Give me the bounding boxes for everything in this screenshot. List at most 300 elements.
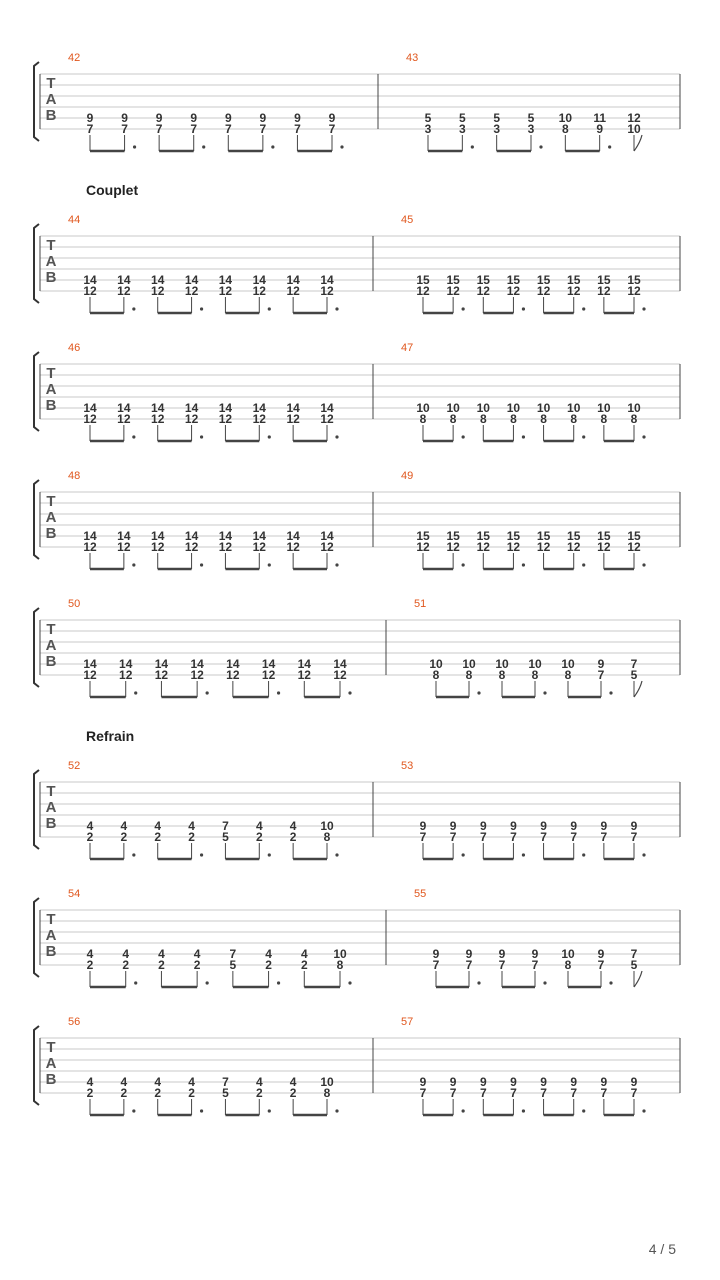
fret-number: 2: [289, 830, 297, 844]
fret-number: 14: [286, 529, 300, 543]
dot: [477, 981, 480, 984]
system-bracket: [34, 224, 39, 303]
dot: [268, 435, 271, 438]
fret-number: 12: [261, 668, 276, 682]
fret-number: 10: [462, 657, 476, 671]
fret-number: 12: [117, 284, 131, 298]
fret-number: 7: [510, 830, 517, 844]
fret-number: 12: [597, 284, 611, 298]
fret-number: 10: [561, 657, 575, 671]
fret-number: 8: [465, 668, 473, 682]
fret-number: 15: [446, 529, 460, 543]
fret-number: 2: [265, 958, 272, 972]
fret-number: 12: [184, 540, 199, 554]
system-bracket: [34, 608, 39, 687]
fret-number: 7: [155, 122, 163, 136]
measure-number: 51: [414, 598, 427, 610]
tab-clef-letter: B: [45, 815, 57, 832]
fret-number: 12: [333, 668, 347, 682]
dot: [522, 563, 525, 566]
fret-number: 10: [558, 111, 573, 125]
dot: [271, 145, 274, 148]
fret-number: 8: [432, 668, 440, 682]
fret-number: 14: [83, 273, 97, 287]
fret-number: 12: [252, 412, 266, 426]
fret-number: 7: [432, 958, 440, 972]
fret-number: 14: [218, 529, 233, 543]
fret-number: 12: [320, 540, 334, 554]
fret-number: 9: [597, 947, 605, 961]
fret-number: 10: [627, 401, 641, 415]
measure-number: 54: [68, 888, 81, 900]
fret-number: 10: [561, 947, 575, 961]
fret-number: 7: [600, 830, 608, 844]
fret-number: 12: [117, 412, 131, 426]
measure-number: 48: [68, 470, 81, 482]
fret-number: 15: [627, 273, 641, 287]
section-label-couplet: Couplet: [86, 182, 139, 198]
dot: [609, 981, 612, 984]
tab-clef-letter: T: [46, 75, 56, 92]
fret-number: 7: [419, 1086, 427, 1100]
fret-number: 8: [564, 668, 572, 682]
fret-number: 5: [527, 111, 535, 125]
fret-number: 7: [465, 958, 473, 972]
fret-number: 8: [449, 412, 457, 426]
fret-number: 9: [224, 111, 232, 125]
fret-number: 14: [286, 401, 300, 415]
tab-clef-letter: T: [46, 621, 56, 638]
tab-clef-letter: B: [45, 397, 57, 414]
fret-number: 14: [184, 401, 199, 415]
fret-number: 7: [121, 122, 128, 136]
fret-number: 11: [593, 111, 607, 125]
fret-number: 12: [83, 540, 97, 554]
fret-number: 8: [630, 412, 638, 426]
fret-number: 3: [458, 122, 466, 136]
fret-number: 10: [320, 819, 334, 833]
fret-number: 14: [320, 273, 334, 287]
dot: [348, 691, 351, 694]
fret-number: 12: [536, 284, 551, 298]
dot: [462, 435, 465, 438]
tab-clef-letter: A: [45, 509, 57, 526]
fret-number: 12: [286, 412, 300, 426]
tab-clef-letter: T: [46, 365, 56, 382]
dot: [335, 307, 338, 310]
fret-number: 7: [449, 1086, 457, 1100]
fret-number: 5: [630, 958, 638, 972]
note-flag: [634, 971, 642, 987]
dot: [268, 307, 271, 310]
fret-number: 12: [151, 412, 165, 426]
fret-number: 7: [600, 1086, 608, 1100]
dot: [462, 853, 465, 856]
fret-number: 12: [297, 668, 311, 682]
fret-number: 12: [190, 668, 204, 682]
fret-number: 12: [567, 284, 581, 298]
fret-number: 14: [226, 657, 240, 671]
fret-number: 9: [259, 111, 267, 125]
fret-number: 7: [570, 830, 578, 844]
fret-number: 12: [476, 540, 490, 554]
fret-number: 2: [122, 958, 130, 972]
fret-number: 7: [224, 122, 232, 136]
fret-number: 8: [510, 412, 517, 426]
fret-number: 2: [86, 958, 94, 972]
dot: [132, 563, 135, 566]
fret-number: 7: [540, 830, 547, 844]
fret-number: 14: [83, 657, 97, 671]
fret-number: 5: [424, 111, 432, 125]
fret-number: 7: [498, 958, 506, 972]
fret-number: 4: [265, 947, 272, 961]
fret-number: 7: [570, 1086, 578, 1100]
measure-number: 52: [68, 760, 81, 772]
fret-number: 14: [151, 529, 165, 543]
fret-number: 9: [479, 819, 487, 833]
fret-number: 14: [297, 657, 311, 671]
fret-number: 9: [540, 1075, 547, 1089]
tab-system: [34, 342, 680, 441]
measure-number: 42: [68, 52, 81, 64]
tab-clef-letter: B: [45, 653, 57, 670]
fret-number: 7: [328, 122, 336, 136]
dot: [335, 435, 338, 438]
fret-number: 14: [286, 273, 300, 287]
fret-number: 7: [540, 1086, 547, 1100]
fret-number: 7: [479, 830, 487, 844]
tab-clef-letter: T: [46, 493, 56, 510]
fret-number: 12: [83, 412, 97, 426]
fret-number: 8: [336, 958, 344, 972]
fret-number: 10: [495, 657, 509, 671]
fret-number: 2: [300, 958, 308, 972]
dot: [608, 145, 611, 148]
dot: [642, 1109, 645, 1112]
dot: [543, 691, 546, 694]
fret-number: 2: [289, 1086, 297, 1100]
fret-number: 9: [465, 947, 473, 961]
fret-number: 9: [479, 1075, 487, 1089]
fret-number: 10: [333, 947, 347, 961]
tab-system: [34, 1016, 680, 1115]
fret-number: 12: [627, 284, 641, 298]
fret-number: 8: [564, 958, 572, 972]
dot: [134, 691, 137, 694]
fret-number: 4: [154, 819, 162, 833]
fret-number: 7: [449, 830, 457, 844]
fret-number: 14: [252, 273, 266, 287]
fret-number: 9: [600, 819, 608, 833]
dot: [206, 981, 209, 984]
dot: [522, 853, 525, 856]
fret-number: 12: [597, 540, 611, 554]
fret-number: 12: [117, 540, 131, 554]
fret-number: 10: [627, 122, 641, 136]
tab-clef-letter: A: [45, 927, 57, 944]
measure-number: 57: [401, 1016, 414, 1028]
fret-number: 4: [255, 819, 263, 833]
dot: [335, 563, 338, 566]
measure-number: 43: [406, 52, 419, 64]
fret-number: 14: [218, 401, 233, 415]
fret-number: 12: [286, 540, 300, 554]
dot: [134, 981, 137, 984]
fret-number: 5: [229, 958, 237, 972]
fret-number: 12: [218, 540, 233, 554]
dot: [522, 307, 525, 310]
fret-number: 4: [120, 1075, 128, 1089]
measure-number: 50: [68, 598, 81, 610]
tab-clef-letter: A: [45, 91, 57, 108]
dot: [609, 691, 612, 694]
fret-number: 15: [506, 529, 521, 543]
fret-number: 9: [328, 111, 336, 125]
fret-number: 15: [476, 273, 490, 287]
dot: [642, 563, 645, 566]
dot: [462, 307, 465, 310]
fret-number: 9: [449, 1075, 457, 1089]
dot: [539, 145, 542, 148]
fret-number: 3: [493, 122, 501, 136]
fret-number: 8: [600, 412, 608, 426]
fret-number: 10: [416, 401, 430, 415]
fret-number: 12: [476, 284, 490, 298]
dot: [200, 435, 203, 438]
fret-number: 12: [83, 284, 97, 298]
fret-number: 2: [188, 830, 195, 844]
dot: [132, 1109, 135, 1112]
fret-number: 8: [531, 668, 539, 682]
fret-number: 10: [446, 401, 460, 415]
fret-number: 12: [627, 540, 641, 554]
dot: [335, 1109, 338, 1112]
fret-number: 14: [190, 657, 204, 671]
fret-number: 7: [294, 122, 301, 136]
dot: [522, 1109, 525, 1112]
fret-number: 8: [419, 412, 427, 426]
system-bracket: [34, 770, 39, 849]
fret-number: 14: [154, 657, 169, 671]
fret-number: 2: [188, 1086, 195, 1100]
tab-system: [34, 598, 680, 697]
fret-number: 15: [416, 529, 430, 543]
dot: [477, 691, 480, 694]
fret-number: 5: [458, 111, 466, 125]
fret-number: 9: [510, 1075, 517, 1089]
fret-number: 4: [188, 819, 195, 833]
tab-clef-letter: B: [45, 269, 57, 286]
dot: [340, 145, 343, 148]
fret-number: 7: [86, 122, 94, 136]
fret-number: 12: [119, 668, 133, 682]
dot: [132, 853, 135, 856]
system-bracket: [34, 352, 39, 431]
dot: [471, 145, 474, 148]
fret-number: 15: [506, 273, 521, 287]
fret-number: 3: [527, 122, 535, 136]
fret-number: 15: [416, 273, 430, 287]
dot: [582, 435, 585, 438]
fret-number: 12: [154, 668, 169, 682]
fret-number: 7: [630, 830, 638, 844]
fret-number: 14: [117, 529, 131, 543]
fret-number: 9: [596, 122, 604, 136]
tab-clef-letter: T: [46, 911, 56, 928]
fret-number: 8: [540, 412, 547, 426]
fret-number: 7: [222, 1075, 229, 1089]
dot: [582, 563, 585, 566]
dot: [200, 853, 203, 856]
dot: [200, 563, 203, 566]
fret-number: 9: [597, 657, 605, 671]
dot: [582, 307, 585, 310]
system-bracket: [34, 62, 39, 141]
tab-system: [34, 470, 680, 569]
dot: [132, 307, 135, 310]
fret-number: 2: [255, 830, 263, 844]
fret-number: 9: [121, 111, 128, 125]
section-label-refrain: Refrain: [86, 728, 135, 744]
fret-number: 9: [531, 947, 539, 961]
fret-number: 9: [419, 819, 427, 833]
fret-number: 14: [83, 401, 97, 415]
dot: [462, 563, 465, 566]
fret-number: 15: [597, 273, 611, 287]
dot: [268, 853, 271, 856]
measure-number: 44: [68, 214, 81, 226]
fret-number: 4: [193, 947, 201, 961]
fret-number: 12: [151, 540, 165, 554]
fret-number: 10: [320, 1075, 334, 1089]
fret-number: 4: [188, 1075, 195, 1089]
fret-number: 12: [151, 284, 165, 298]
fret-number: 12: [252, 540, 266, 554]
dot: [277, 981, 280, 984]
fret-number: 8: [479, 412, 487, 426]
fret-number: 7: [222, 819, 229, 833]
measure-number: 47: [401, 342, 414, 354]
fret-number: 12: [320, 284, 334, 298]
fret-number: 9: [498, 947, 506, 961]
fret-number: 12: [252, 284, 266, 298]
fret-number: 12: [506, 284, 521, 298]
fret-number: 12: [536, 540, 551, 554]
fret-number: 12: [226, 668, 240, 682]
fret-number: 9: [570, 819, 578, 833]
note-flag: [634, 135, 642, 151]
fret-number: 14: [184, 529, 199, 543]
fret-number: 7: [479, 1086, 487, 1100]
fret-number: 8: [561, 122, 569, 136]
fret-number: 9: [600, 1075, 608, 1089]
fret-number: 2: [120, 830, 128, 844]
fret-number: 15: [536, 529, 551, 543]
fret-number: 4: [122, 947, 130, 961]
fret-number: 7: [630, 657, 638, 671]
fret-number: 10: [429, 657, 443, 671]
system-bracket: [34, 480, 39, 559]
fret-number: 2: [86, 830, 94, 844]
fret-number: 9: [449, 819, 457, 833]
page-number: 4 / 5: [648, 1241, 676, 1257]
fret-number: 14: [184, 273, 199, 287]
fret-number: 9: [630, 1075, 638, 1089]
dot: [522, 435, 525, 438]
measure-number: 55: [414, 888, 427, 900]
system-bracket: [34, 1026, 39, 1105]
system-bracket: [34, 898, 39, 977]
dot: [202, 145, 205, 148]
fret-number: 4: [86, 947, 94, 961]
fret-number: 4: [158, 947, 165, 961]
fret-number: 8: [570, 412, 578, 426]
fret-number: 3: [424, 122, 432, 136]
tab-clef-letter: T: [46, 237, 56, 254]
fret-number: 2: [255, 1086, 263, 1100]
fret-number: 4: [255, 1075, 263, 1089]
fret-number: 10: [528, 657, 542, 671]
fret-number: 9: [86, 111, 94, 125]
tab-system: [34, 52, 680, 151]
fret-number: 12: [446, 540, 460, 554]
fret-number: 2: [154, 1086, 162, 1100]
fret-number: 9: [155, 111, 163, 125]
fret-number: 9: [419, 1075, 427, 1089]
measure-number: 49: [401, 470, 414, 482]
dot: [200, 307, 203, 310]
fret-number: 14: [218, 273, 233, 287]
fret-number: 9: [630, 819, 638, 833]
fret-number: 9: [540, 819, 547, 833]
measure-number: 46: [68, 342, 81, 354]
fret-number: 12: [416, 284, 430, 298]
fret-number: 7: [510, 1086, 517, 1100]
fret-number: 15: [597, 529, 611, 543]
fret-number: 10: [597, 401, 611, 415]
fret-number: 12: [506, 540, 521, 554]
fret-number: 2: [158, 958, 165, 972]
fret-number: 8: [498, 668, 506, 682]
fret-number: 5: [630, 668, 638, 682]
fret-number: 14: [117, 401, 131, 415]
fret-number: 15: [567, 529, 581, 543]
note-flag: [634, 681, 642, 697]
fret-number: 12: [627, 111, 641, 125]
tab-clef-letter: T: [46, 1039, 56, 1056]
fret-number: 12: [83, 668, 97, 682]
tab-clef-letter: A: [45, 253, 57, 270]
tab-clef-letter: A: [45, 1055, 57, 1072]
dot: [268, 563, 271, 566]
fret-number: 7: [531, 958, 539, 972]
fret-number: 4: [300, 947, 308, 961]
fret-number: 7: [630, 1086, 638, 1100]
fret-number: 2: [154, 830, 162, 844]
dot: [543, 981, 546, 984]
fret-number: 12: [320, 412, 334, 426]
fret-number: 8: [323, 830, 331, 844]
fret-number: 15: [476, 529, 490, 543]
fret-number: 7: [229, 947, 237, 961]
dot: [642, 435, 645, 438]
tab-clef-letter: B: [45, 943, 57, 960]
dot: [132, 435, 135, 438]
fret-number: 12: [286, 284, 300, 298]
fret-number: 14: [320, 529, 334, 543]
fret-number: 2: [86, 1086, 94, 1100]
